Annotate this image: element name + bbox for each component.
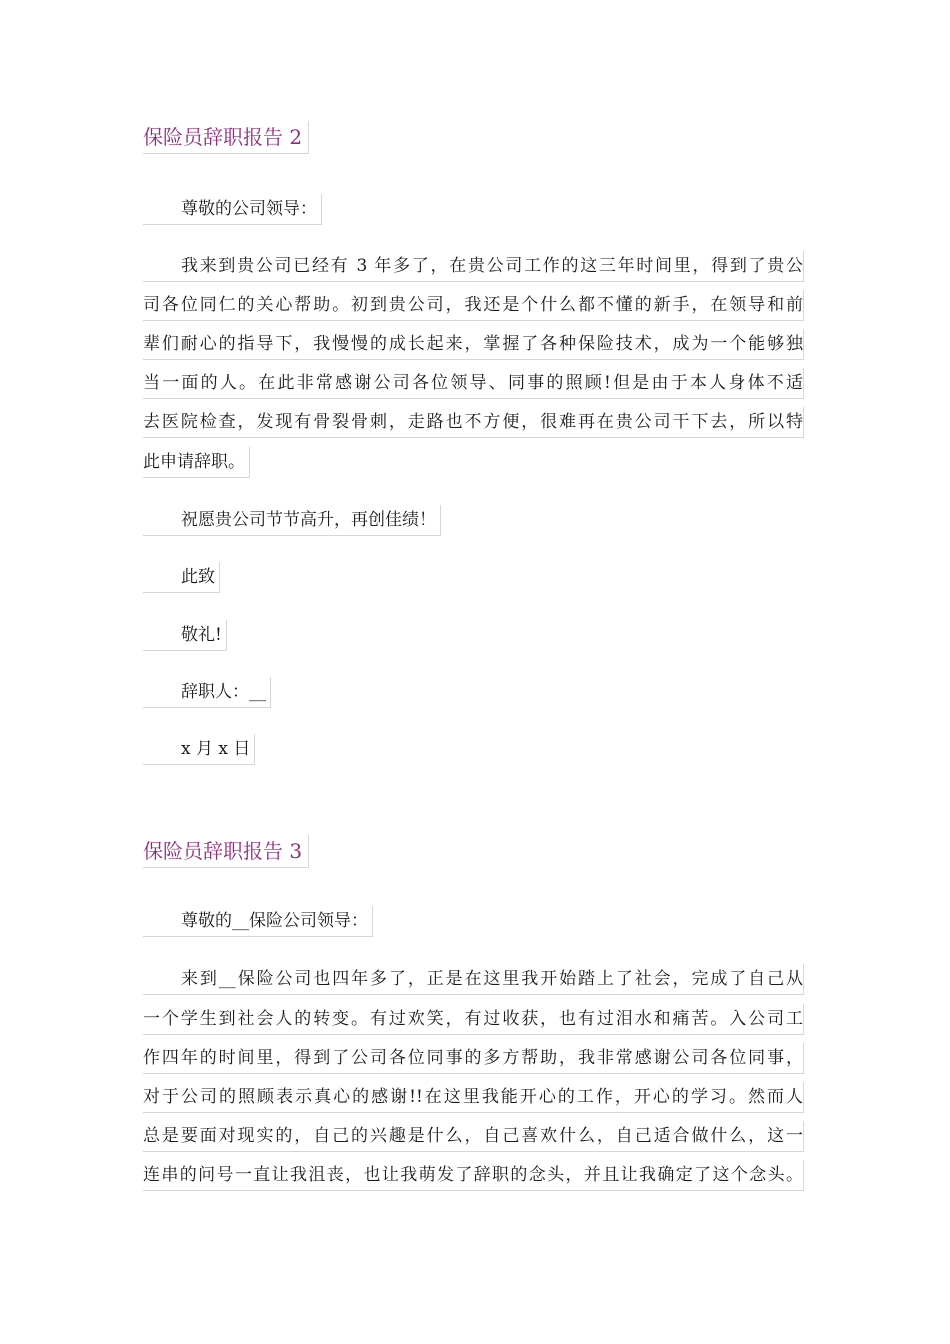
closing-line: 此致 (143, 562, 220, 593)
signer-line: 辞职人：__ (143, 677, 271, 708)
body-line: 连串的问号一直让我沮丧，也让我萌发了辞职的念头，并且让我确定了这个念头。 (143, 1160, 804, 1191)
body-line: 我来到贵公司已经有 3 年多了，在贵公司工作的这三年时间里，得到了贵公 (143, 251, 804, 282)
salutation: 尊敬的__保险公司领导： (143, 906, 373, 937)
section-title: 保险员辞职报告 2 (143, 121, 309, 154)
section-title: 保险员辞职报告 3 (143, 835, 309, 868)
closing-line: 敬礼! (143, 620, 227, 651)
wish-line: 祝愿贵公司节节高升，再创佳绩！ (143, 505, 441, 536)
body-line: 总是要面对现实的，自己的兴趣是什么，自己喜欢什么，自己适合做什么，这一 (143, 1121, 804, 1152)
body-line: 一个学生到社会人的转变。有过欢笑，有过收获，也有过泪水和痛苦。入公司工 (143, 1004, 804, 1035)
body-line: 来到__保险公司也四年多了，正是在这里我开始踏上了社会，完成了自己从 (143, 964, 804, 995)
body-line: 作四年的时间里，得到了公司各位同事的多方帮助，我非常感谢公司各位同事， (143, 1043, 804, 1074)
body-line: 当一面的人。在此非常感谢公司各位领导、同事的照顾!但是由于本人身体不适 (143, 368, 804, 399)
body-line: 对于公司的照顾表示真心的感谢!!在这里我能开心的工作，开心的学习。然而人 (143, 1082, 804, 1113)
body-line: 去医院检查，发现有骨裂骨刺，走路也不方便，很难再在贵公司干下去，所以特 (143, 407, 804, 438)
body-line: 司各位同仁的关心帮助。初到贵公司，我还是个什么都不懂的新手，在领导和前 (143, 290, 804, 321)
salutation: 尊敬的公司领导： (143, 194, 322, 225)
body-line: 辈们耐心的指导下，我慢慢的成长起来，掌握了各种保险技术，成为一个能够独 (143, 329, 804, 360)
date-line: x 月 x 日 (143, 734, 255, 765)
body-line-last: 此申请辞职。 (143, 447, 250, 478)
